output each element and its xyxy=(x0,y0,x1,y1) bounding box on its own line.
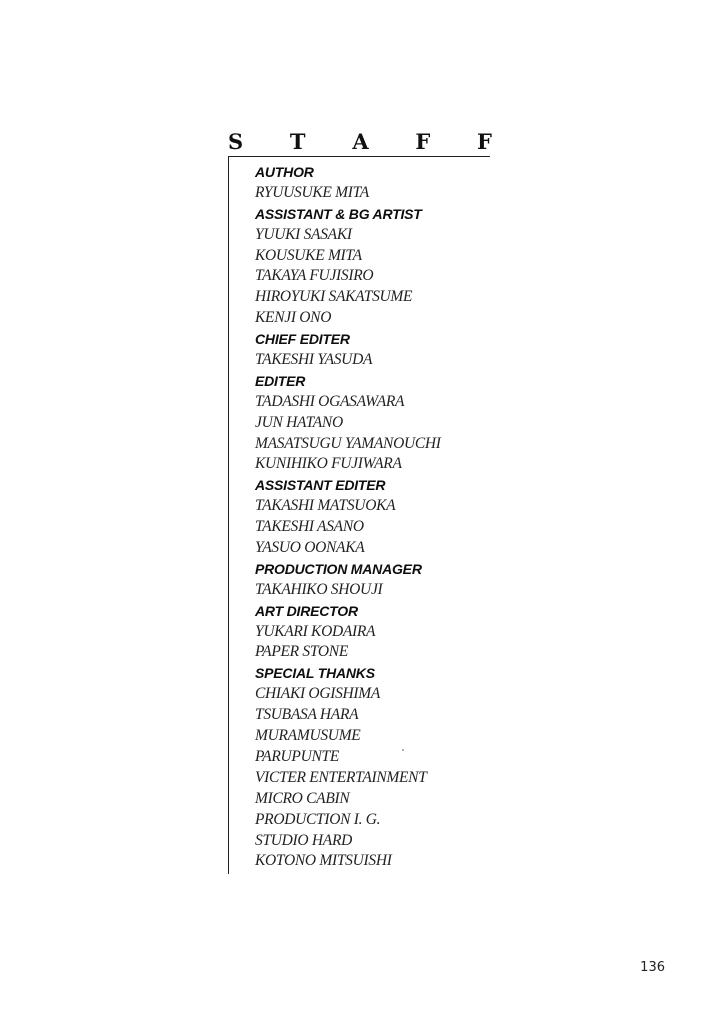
credit-name: MASATSUGU YAMANOUCHI xyxy=(255,434,441,452)
credit-name: JUN HATANO xyxy=(255,413,343,431)
credit-name: KUNIHIKO FUJIWARA xyxy=(255,455,402,473)
credit-name: KOUSUKE MITA xyxy=(255,246,362,264)
credit-name: PAPER STONE xyxy=(255,643,349,661)
heading-underline-rule xyxy=(228,156,490,157)
staff-heading-letter: F xyxy=(477,129,492,154)
credit-role-heading: CHIEF EDITER xyxy=(255,331,350,348)
credit-name: TAKESHI ASANO xyxy=(255,518,364,536)
credit-name: YUUKI SASAKI xyxy=(255,225,352,243)
credit-name: TAKAYA FUJISIRO xyxy=(255,267,374,285)
credit-name: TADASHI OGASAWARA xyxy=(255,392,405,410)
credit-name: KENJI ONO xyxy=(255,309,332,327)
credit-name: CHIAKI OGISHIMA xyxy=(255,685,381,703)
credit-name: RYUUSUKE MITA xyxy=(255,183,369,201)
credit-role-heading: EDITER xyxy=(255,372,306,389)
staff-heading-letter: T xyxy=(289,129,306,154)
credit-name: STUDIO HARD xyxy=(255,831,353,849)
page-number: 136 xyxy=(640,960,665,975)
credits-left-rule xyxy=(228,156,229,874)
scan-speck xyxy=(402,749,404,751)
credit-name: TAKAHIKO SHOUJI xyxy=(255,580,383,598)
staff-heading-letter: F xyxy=(415,129,431,154)
credit-name: TAKASHI MATSUOKA xyxy=(255,497,396,515)
credit-name: YUKARI KODAIRA xyxy=(255,622,376,640)
credit-role-heading: ASSISTANT & BG ARTIST xyxy=(255,205,422,222)
credit-name: PARUPUNTE xyxy=(255,747,339,765)
credit-name: PRODUCTION I. G. xyxy=(255,810,381,828)
credits-list xyxy=(255,162,555,872)
credit-name: MICRO CABIN xyxy=(255,789,350,807)
credit-role-heading: ART DIRECTOR xyxy=(255,602,358,619)
staff-heading xyxy=(228,128,492,156)
credit-role-heading: SPECIAL THANKS xyxy=(255,665,375,682)
credit-role-heading: ASSISTANT EDITER xyxy=(255,477,386,494)
credit-name: HIROYUKI SAKATSUME xyxy=(255,288,413,306)
staff-heading-letter: A xyxy=(352,129,369,154)
credit-name: MURAMUSUME xyxy=(255,727,361,745)
staff-heading-letter: S xyxy=(228,129,244,154)
credit-name: KOTONO MITSUISHI xyxy=(255,852,392,870)
credit-name: TAKESHI YASUDA xyxy=(255,351,373,369)
credit-name: YASUO OONAKA xyxy=(255,539,365,557)
credit-name: TSUBASA HARA xyxy=(255,706,359,724)
credit-name: VICTER ENTERTAINMENT xyxy=(255,768,427,786)
credit-role-heading: AUTHOR xyxy=(255,164,314,180)
credit-role-heading: PRODUCTION MANAGER xyxy=(255,560,422,577)
